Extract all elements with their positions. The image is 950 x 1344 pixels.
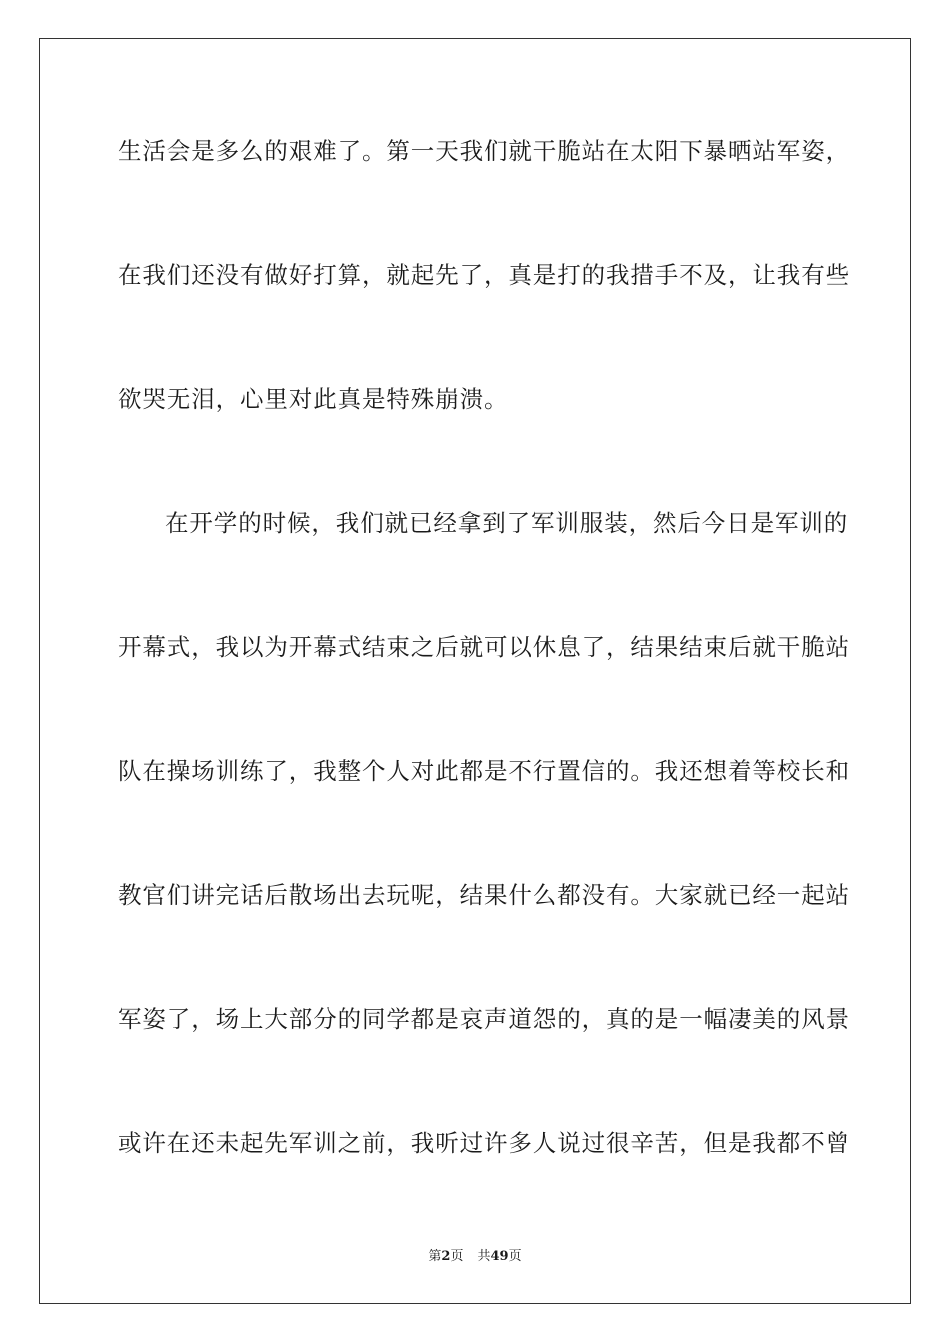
text-line-9: 或许在还未起先军训之前，我听过许多人说过很辛苦，但是我都不曾 [118, 1129, 850, 1157]
text-line-7: 教官们讲完话后散场出去玩呢，结果什么都没有。大家就已经一起站 [118, 881, 850, 909]
page-number: 2 [441, 1249, 451, 1264]
page-footer [0, 1248, 950, 1266]
text-line-5: 开幕式，我以为开幕式结束之后就可以休息了，结果结束后就干脆站 [118, 633, 850, 661]
text-line-4-paragraph-start: 在开学的时候，我们就已经拿到了军训服装，然后今日是军训的 [165, 509, 849, 537]
page-prefix: 第 [428, 1249, 442, 1264]
text-line-8: 军姿了，场上大部分的同学都是哀声道怨的，真的是一幅凄美的风景 [118, 1005, 850, 1033]
total-pages: 49 [490, 1249, 509, 1264]
text-line-2: 在我们还没有做好打算，就起先了，真是打的我措手不及，让我有些 [118, 261, 850, 289]
text-line-6: 队在操场训练了，我整个人对此都是不行置信的。我还想着等校长和 [118, 757, 850, 785]
page-border [39, 38, 911, 1304]
page-suffix: 页 [450, 1249, 464, 1264]
total-prefix: 共 [477, 1249, 491, 1264]
text-line-1: 生活会是多么的艰难了。第一天我们就干脆站在太阳下暴晒站军姿， [118, 137, 850, 165]
total-suffix: 页 [508, 1249, 522, 1264]
text-line-3: 欲哭无泪，心里对此真是特殊崩溃。 [118, 385, 509, 413]
